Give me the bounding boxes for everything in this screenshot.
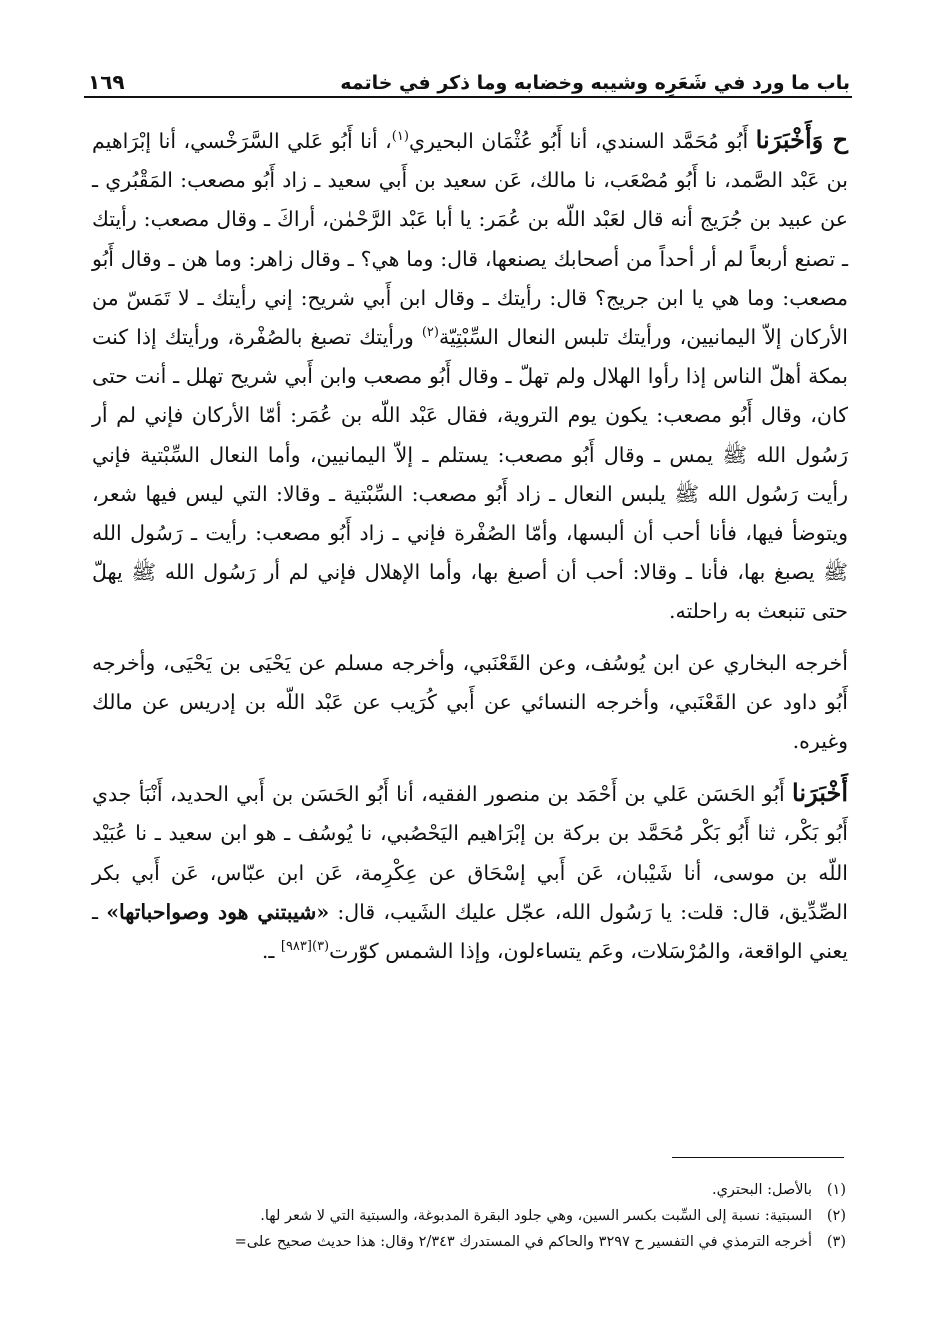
header-rule (84, 96, 852, 98)
main-text (92, 120, 848, 971)
footnote-ref-3: (٣)[٩٨٣] (280, 939, 330, 955)
page-number: ١٦٩ (88, 70, 125, 94)
paragraph-3-text-a: أَبُو الحَسَن عَلي بن أَحْمَد بن منصور الفقيه، أنا أَبُو الحَسَن بن أَبي الحديد، أَنْبَأ جدي أَبُو بَكْر، ثنا أَبُو بَكْر مُحَمَّد بن بركة بن إبْرَاهيم اليَحْصُبي، نا يُوسُف ـ هو ابن سعيد ـ نا عُبَيْد اللّه بن موسى، أنا شَيْبان، عَن أَبي إسْحَاق عن عِكْرِمة، عَن ابن عبّاس، عَن أَبي بكر الصِّدِّيق، قال: قلت: يا رَسُول الله، عجّل عليك الشَيب، قال: (92, 782, 848, 924)
footnote-2 (88, 1203, 846, 1229)
paragraph-3-lead: أَخْبَرَنا (792, 778, 848, 808)
paragraph-1-lead: ح وَأَخْبَرَنا (755, 125, 848, 154)
paragraph-1-text-a: أَبُو مُحَمَّد السندي، أنا أَبُو عُثْمَان البحيري (408, 129, 756, 153)
footnote-rule (672, 1157, 844, 1158)
footnote-number: (١) (826, 1182, 846, 1198)
footnote-1 (88, 1177, 846, 1203)
footnotes (88, 1177, 846, 1255)
paragraph-2: أخرجه البخاري عن ابن يُوسُف، وعن القَعْنَبي، وأخرجه مسلم عن يَحْيَى بن يَحْيَى، وأخرجه أَبُو داود عن القَعْنَبي، وأخرجه النسائي عن أَبي كُرَيب عن عَبْد اللّه بن إدريس عن مالك وغيره. (92, 650, 848, 754)
footnote-text: بالأصل: البحتري. (711, 1182, 812, 1198)
chapter-title: باب ما ورد في شَعَرِه وشيبه وخضابه وما ذكر في خاتمه (340, 72, 850, 94)
paragraph-3-text-b: ـ يعني الواقعة، والمُرْسَلات، وعَم يتساءلون، وإذا الشمس كوّرت (92, 899, 848, 964)
paragraph-1-text-b: ، أنا أَبُو عَلي السَّرَخْسي، أنا إبْرَاهيم بن عَبْد الصَّمد، نا أَبُو مُصْعَب، نا مالك، عَن سعيد بن أَبي سعيد ـ زاد أَبُو مصعب: المَقْبُري ـ عن عبيد بن جُرَيج أنه قال لعَبْد اللّه بن عُمَر: يا أبا عَبْد الرَّحْمٰن، أراكَ ـ وقال مصعب: رأيتك ـ تصنع أربعاً لم أر أحداً من أصحابك يصنعها، قال: وما هي؟ ـ وقال زاهر: وما هن ـ وقال أَبُو مصعب: وما هي يا ابن جريج؟ قال: رأيتك ـ وقال ابن أَبي شريح: إني رأيتك ـ لا تَمَسّ من الأركان إلاّ اليمانيين، ورأيتك تلبس النعال السِّبْتِيّة (92, 129, 848, 350)
footnote-text: أخرجه الترمذي في التفسير ح ٣٢٩٧ والحاكم في المستدرك ٢/٣٤٣ وقال: هذا حديث صحيح على= (234, 1234, 812, 1250)
paragraph-3-text-c: ـ. (261, 939, 281, 964)
footnote-number: (٢) (826, 1208, 846, 1224)
hadith-quote: «شيبتني هود وصواحباتها» (106, 899, 330, 924)
footnote-number: (٣) (826, 1234, 846, 1250)
paragraph-1 (92, 120, 848, 632)
running-header (88, 60, 850, 94)
footnote-text: السبتية: نسبة إلى السِّبت بكسر السين، وهي جلود البقرة المدبوغة، والسبتية التي لا شعر لها. (260, 1208, 812, 1224)
footnote-ref-1: (١) (391, 129, 409, 145)
footnote-3 (88, 1229, 846, 1255)
footnote-ref-2: (٢) (421, 325, 439, 341)
paragraph-1-text-c: ورأيتك تصبغ بالصُفْرة، ورأيتك إذا كنت بمكة أهلّ الناس إذا رأوا الهلال ولم تهلّ ـ وقال أَبُو مصعب وابن أَبي شريح تهلل ـ أنت حتى كان، وقال أَبُو مصعب: يكون يوم التروية، فقال عَبْد اللّه بن عُمَر: أمّا الأركان فإني لم أر رَسُول الله ﷺ يمس ـ وقال أَبُو مصعب: يستلم ـ إلاّ اليمانيين، وأما النعال السِّبْتية فإني رأيت رَسُول الله ﷺ يلبس النعال ـ زاد أَبُو مصعب: السِّبْتية ـ وقالا: التي ليس فيها شعر، ويتوضأ فيها، فأنا أحب أن ألبسها، وأمّا الصُفْرة فإني ـ زاد أَبُو مصعب: رأيت ـ رَسُول الله ﷺ يصبغ بها، فأنا ـ وقالا: أحب أن أصبغ بها، وأما الإهلال فإني لم أر رَسُول الله ﷺ يهلّ حتى تنبعث به راحلته. (92, 325, 848, 624)
paragraph-3 (92, 773, 848, 971)
